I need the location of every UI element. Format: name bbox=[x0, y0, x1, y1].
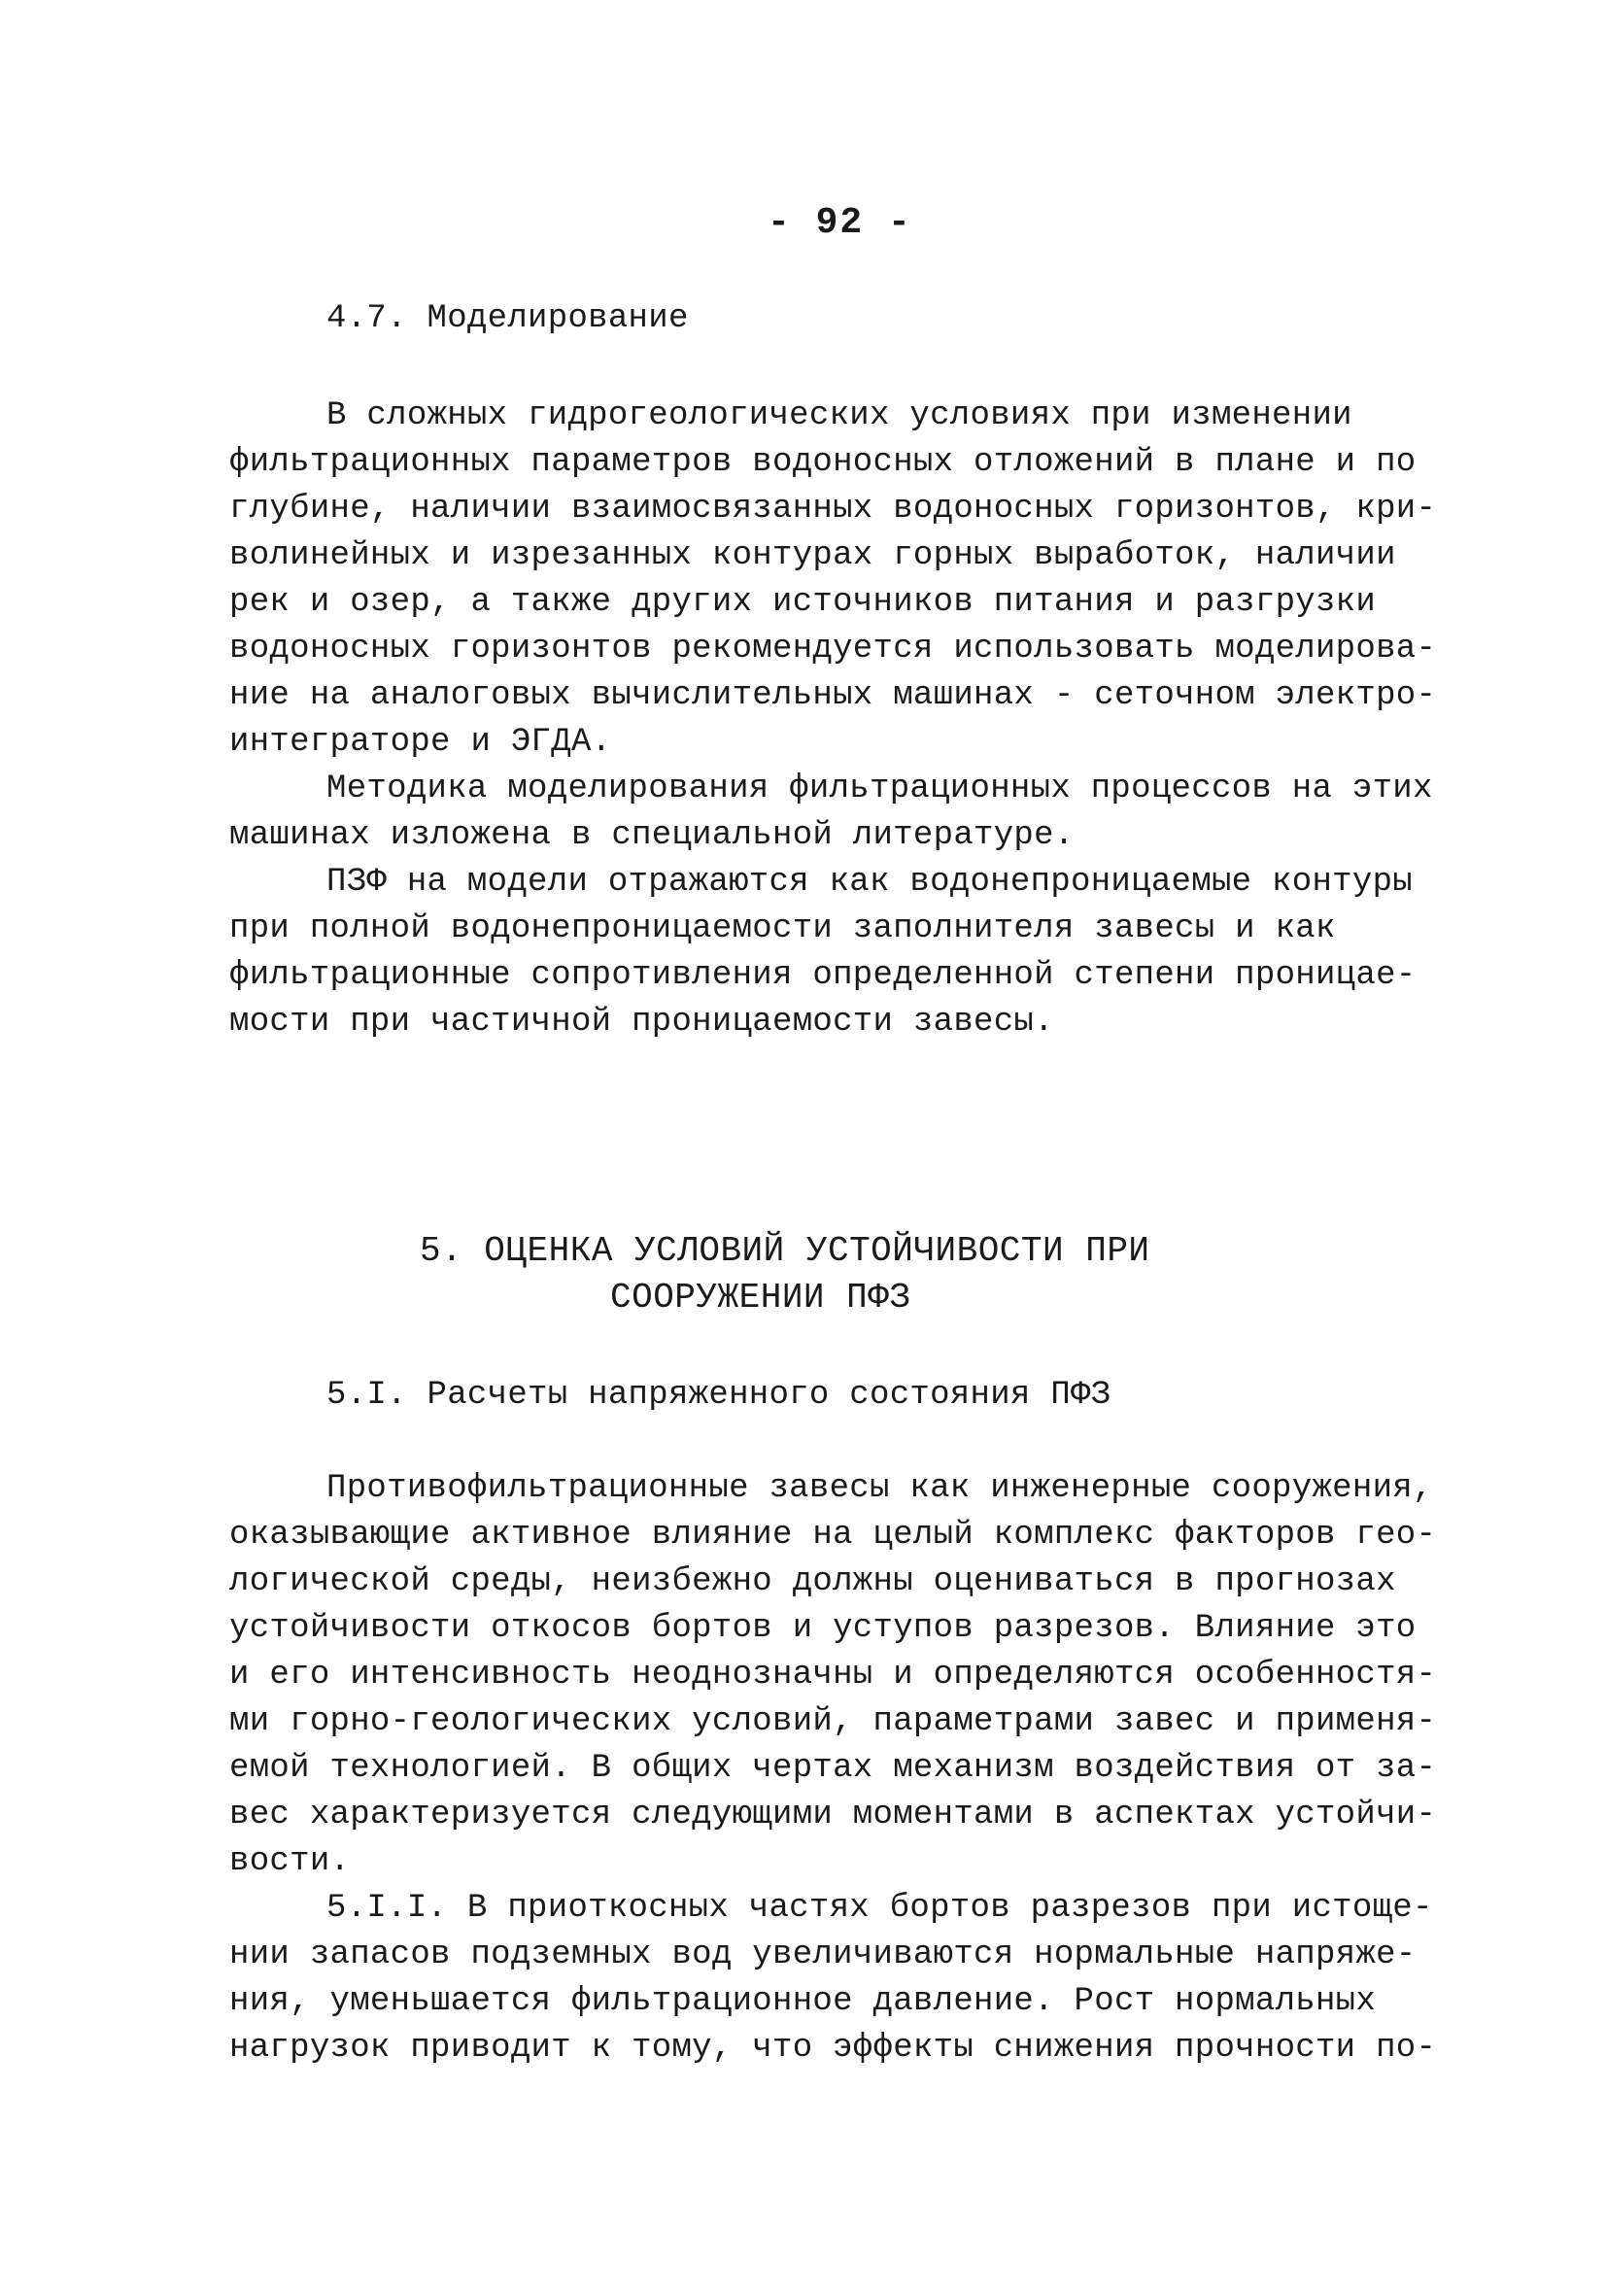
paragraph-line: ми горно-геологических условий, параметрами завес и применя- bbox=[229, 1703, 1437, 1740]
paragraph-line: и его интенсивность неоднозначны и определяются особенностя- bbox=[229, 1657, 1437, 1694]
paragraph-line: нии запасов подземных вод увеличиваются нормальные напряже- bbox=[229, 1936, 1417, 1973]
page-number: - 92 - bbox=[768, 202, 912, 244]
section-4-7-title: 4.7. Моделирование bbox=[326, 300, 689, 337]
section-5-1-title: 5.I. Расчеты напряженного состояния ПФЗ bbox=[326, 1377, 1111, 1414]
paragraph-line: ние на аналоговых вычислительных машинах - сеточном электро- bbox=[229, 677, 1437, 714]
paragraph-line: интеграторе и ЭГДА. bbox=[229, 724, 612, 761]
paragraph-line: Противофильтрационные завесы как инженерные сооружения, bbox=[326, 1470, 1433, 1507]
paragraph-line: ПЗФ на модели отражаются как водонепроницаемые контуры bbox=[326, 864, 1413, 901]
paragraph-line: емой технологией. В общих чертах механизм воздействия от за- bbox=[229, 1750, 1437, 1787]
paragraph-line: оказывающие активное влияние на целый комплекс факторов гео- bbox=[229, 1517, 1437, 1554]
paragraph-line: при полной водонепроницаемости заполнителя завесы и как bbox=[229, 910, 1336, 947]
paragraph-line: нагрузок приводит к тому, что эффекты снижения прочности по- bbox=[229, 2030, 1437, 2067]
paragraph-line: машинах изложена в специальной литературе. bbox=[229, 817, 1075, 854]
paragraph-line: водоносных горизонтов рекомендуется использовать моделирова- bbox=[229, 631, 1437, 668]
paragraph-line: В сложных гидрогеологических условиях при изменении bbox=[326, 397, 1352, 434]
paragraph-line: вес характеризуется следующими моментами в аспектах устойчи- bbox=[229, 1797, 1437, 1833]
paragraph-line: Методика моделирования фильтрационных процессов на этих bbox=[326, 771, 1433, 807]
paragraph-line: фильтрационных параметров водоносных отложений в плане и по bbox=[229, 444, 1417, 481]
paragraph-line: волинейных и изрезанных контурах горных выработок, наличии bbox=[229, 537, 1396, 574]
paragraph-line: ния, уменьшается фильтрационное давление. Рост нормальных bbox=[229, 1983, 1377, 2020]
chapter-5-title-line-1: 5. ОЦЕНКА УСЛОВИЙ УСТОЙЧИВОСТИ ПРИ bbox=[420, 1231, 1150, 1271]
paragraph-line: мости при частичной проницаемости завесы. bbox=[229, 1004, 1054, 1041]
paragraph-line: фильтрационные сопротивления определенной степени проницае- bbox=[229, 957, 1417, 994]
paragraph-line: рек и озер, а также других источников питания и разгрузки bbox=[229, 584, 1377, 621]
paragraph-line: логической среды, неизбежно должны оцениваться в прогнозах bbox=[229, 1563, 1396, 1600]
paragraph-line: 5.I.I. В приоткосных частях бортов разрезов при истоще- bbox=[326, 1890, 1433, 1927]
paragraph-line: вости. bbox=[229, 1843, 351, 1880]
chapter-5-title-line-2: СООРУЖЕНИИ ПФЗ bbox=[610, 1278, 911, 1318]
paragraph-line: глубине, наличии взаимосвязанных водоносных горизонтов, кри- bbox=[229, 491, 1437, 528]
paragraph-line: устойчивости откосов бортов и уступов разрезов. Влияние это bbox=[229, 1610, 1417, 1647]
